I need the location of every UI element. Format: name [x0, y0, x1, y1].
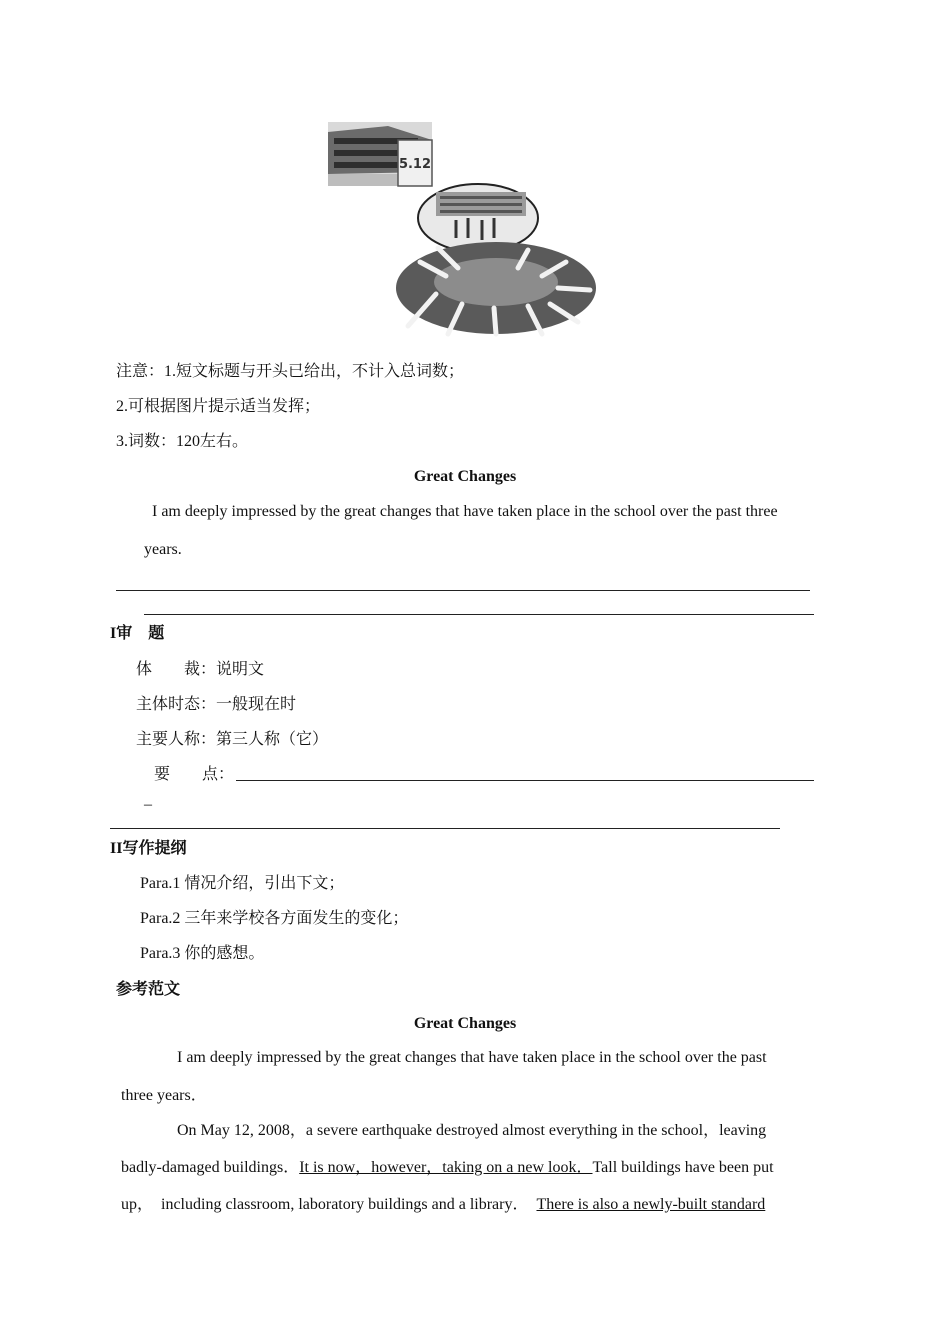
prompt-opening-line-1: I am deeply impressed by the great changes that have taken place in the school over the past three [152, 503, 778, 520]
points-blank-line-2 [110, 828, 780, 829]
person-label: 主要人称： [136, 731, 217, 748]
analysis-heading: I审 题 [110, 625, 165, 642]
sample-p2-line-3-start: up， including classroom, laboratory buildings and a library． [121, 1196, 529, 1213]
sample-p1-line-2: three years． [121, 1087, 207, 1104]
outline-para-3: Para.3 你的感想。 [140, 945, 265, 962]
note-line-3: 3.词数：120左右。 [116, 433, 249, 450]
tense-row [136, 695, 296, 715]
sample-title: Great Changes [413, 1015, 517, 1032]
outline-heading: II写作提纲 [110, 840, 187, 857]
prompt-title: Great Changes [413, 468, 517, 485]
person-value: 第三人称（它） [216, 731, 329, 748]
sample-p2-underlined-sentence-2: There is also a newly-built standard [536, 1196, 766, 1213]
outline-para-1: Para.1 情况介绍，引出下文； [140, 875, 345, 892]
person-row [136, 730, 328, 750]
answer-line-1 [116, 590, 810, 591]
new-campus-photo [418, 184, 538, 252]
tense-value: 一般现在时 [216, 696, 297, 713]
tense-label: 主体时态： [136, 696, 217, 713]
genre-row [136, 660, 264, 680]
genre-value: 说明文 [216, 661, 265, 678]
sample-p1-line-1: I am deeply impressed by the great changes that have taken place in the school over the past [177, 1049, 767, 1066]
note-line-1: 注意：1.短文标题与开头已给出，不计入总词数； [116, 363, 465, 380]
sample-p2-line-2-start: badly-damaged buildings． [121, 1159, 300, 1176]
sample-p2-line-3 [121, 1195, 765, 1215]
points-blank-line [236, 780, 814, 781]
sample-p2-underlined-sentence-1: It is now，however，taking on a new look． [299, 1159, 593, 1176]
school-photo [328, 122, 600, 338]
sample-p2-line-2 [121, 1158, 774, 1178]
memorial-sign-text: 5.12 [398, 157, 432, 172]
sample-p2-line-2-end: Tall buildings have been put [592, 1159, 774, 1176]
note-line-2: 2.可根据图片提示适当发挥； [116, 398, 321, 415]
points-label: 要 点： [154, 766, 235, 783]
ruined-building-photo [328, 122, 432, 186]
sample-p2-line-1: On May 12, 2008，a severe earthquake destroyed almost everything in the school，leaving [177, 1122, 767, 1139]
answer-line-2 [144, 614, 814, 615]
points-dash: – [144, 796, 152, 813]
genre-label: 体 裁： [136, 661, 217, 678]
prompt-opening-line-2: years. [144, 541, 182, 558]
outline-para-2: Para.2 三年来学校各方面发生的变化； [140, 910, 409, 927]
sample-heading: 参考范文 [116, 981, 181, 998]
hands-circle-photo [396, 242, 596, 334]
